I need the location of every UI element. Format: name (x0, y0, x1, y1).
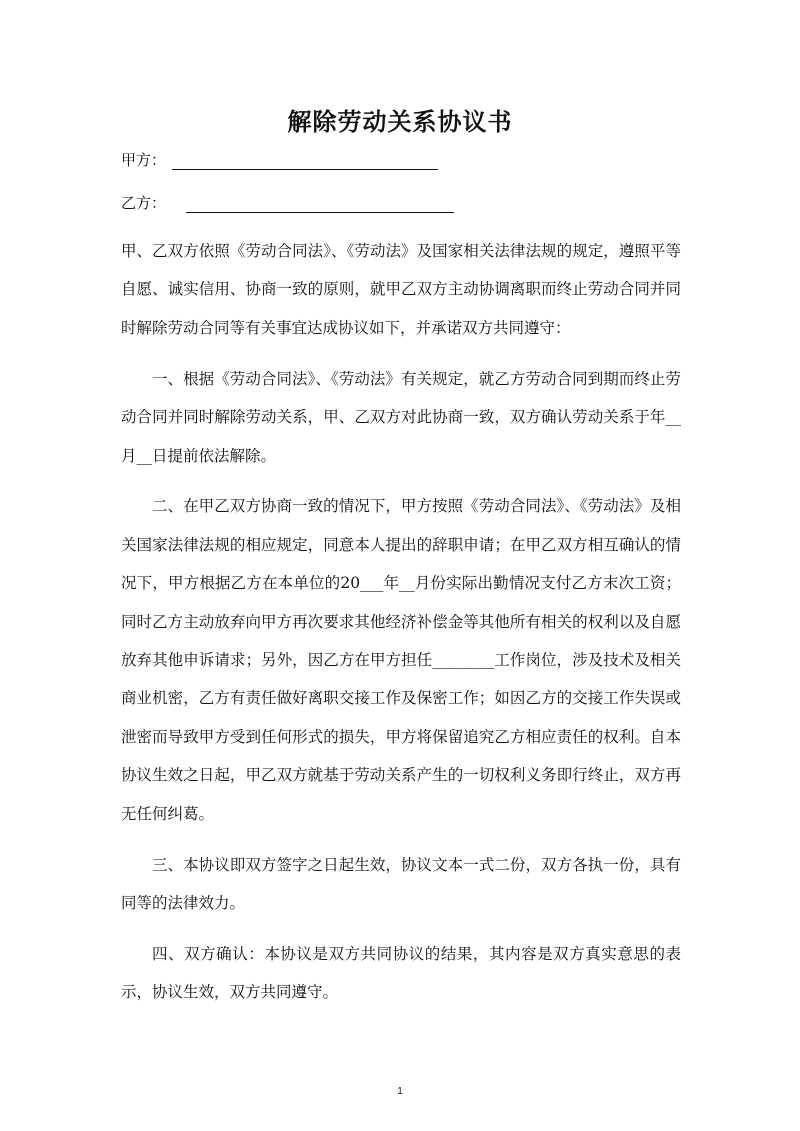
party-b-label: 乙方： (121, 194, 167, 212)
clause-2: 二、在甲乙双方协商一致的情况下，甲方按照《劳动合同法》、《劳动法》及相关国家法律法规的相应规定，同意本人提出的辞职申请；在甲乙双方相互确认的情况下，甲方根据乙方在本单位的20___年__月份实际出勤情况支付乙方末次工资；同时乙方主动放弃向甲方再次要求其他经济补偿金等其他所有相关的权利以及自愿放弃其他申诉请求；另外，因乙方在甲方担任________工作岗位，涉及技术及相关商业机密，乙方有责任做好离职交接工作及保密工作；如因乙方的交接工作失误或泄密而导致甲方受到任何形式的损失，甲方将保留追究乙方相应责任的权利。自本协议生效之日起，甲乙双方就基于劳动关系产生的一切权利义务即行终止，双方再无任何纠葛。 (121, 497, 681, 823)
party-a-blank (172, 151, 438, 170)
party-a-label: 甲方： (121, 151, 167, 169)
clause-3: 三、本协议即双方签字之日起生效，协议文本一式二份，双方各执一份，具有同等的法律效力。 (121, 855, 681, 912)
party-b-line (121, 193, 454, 213)
intro-paragraph: 甲、乙双方依照《劳动合同法》、《劳动法》及国家相关法律法规的规定，遵照平等自愿、诚实信用、协商一致的原则，就甲乙双方主动协调离职而终止劳动合同并同时解除劳动合同等有关事宜达成协议如下，并承诺双方共同遵守： (121, 242, 681, 337)
agreement-body (121, 232, 681, 1024)
party-b-blank (186, 194, 454, 213)
party-a-line (121, 150, 438, 170)
clause-1: 一、根据《劳动合同法》、《劳动法》有关规定，就乙方劳动合同到期而终止劳动合同并同时解除劳动关系，甲、乙双方对此协商一致，双方确认劳动关系于年__月__日提前依法解除。 (121, 369, 681, 465)
document-title: 解除劳动关系协议书 (287, 108, 513, 136)
clause-4: 四、双方确认：本协议是双方共同协议的结果，其内容是双方真实意思的表示，协议生效，双方共同遵守。 (121, 944, 681, 1002)
page-number: 1 (397, 1086, 403, 1097)
